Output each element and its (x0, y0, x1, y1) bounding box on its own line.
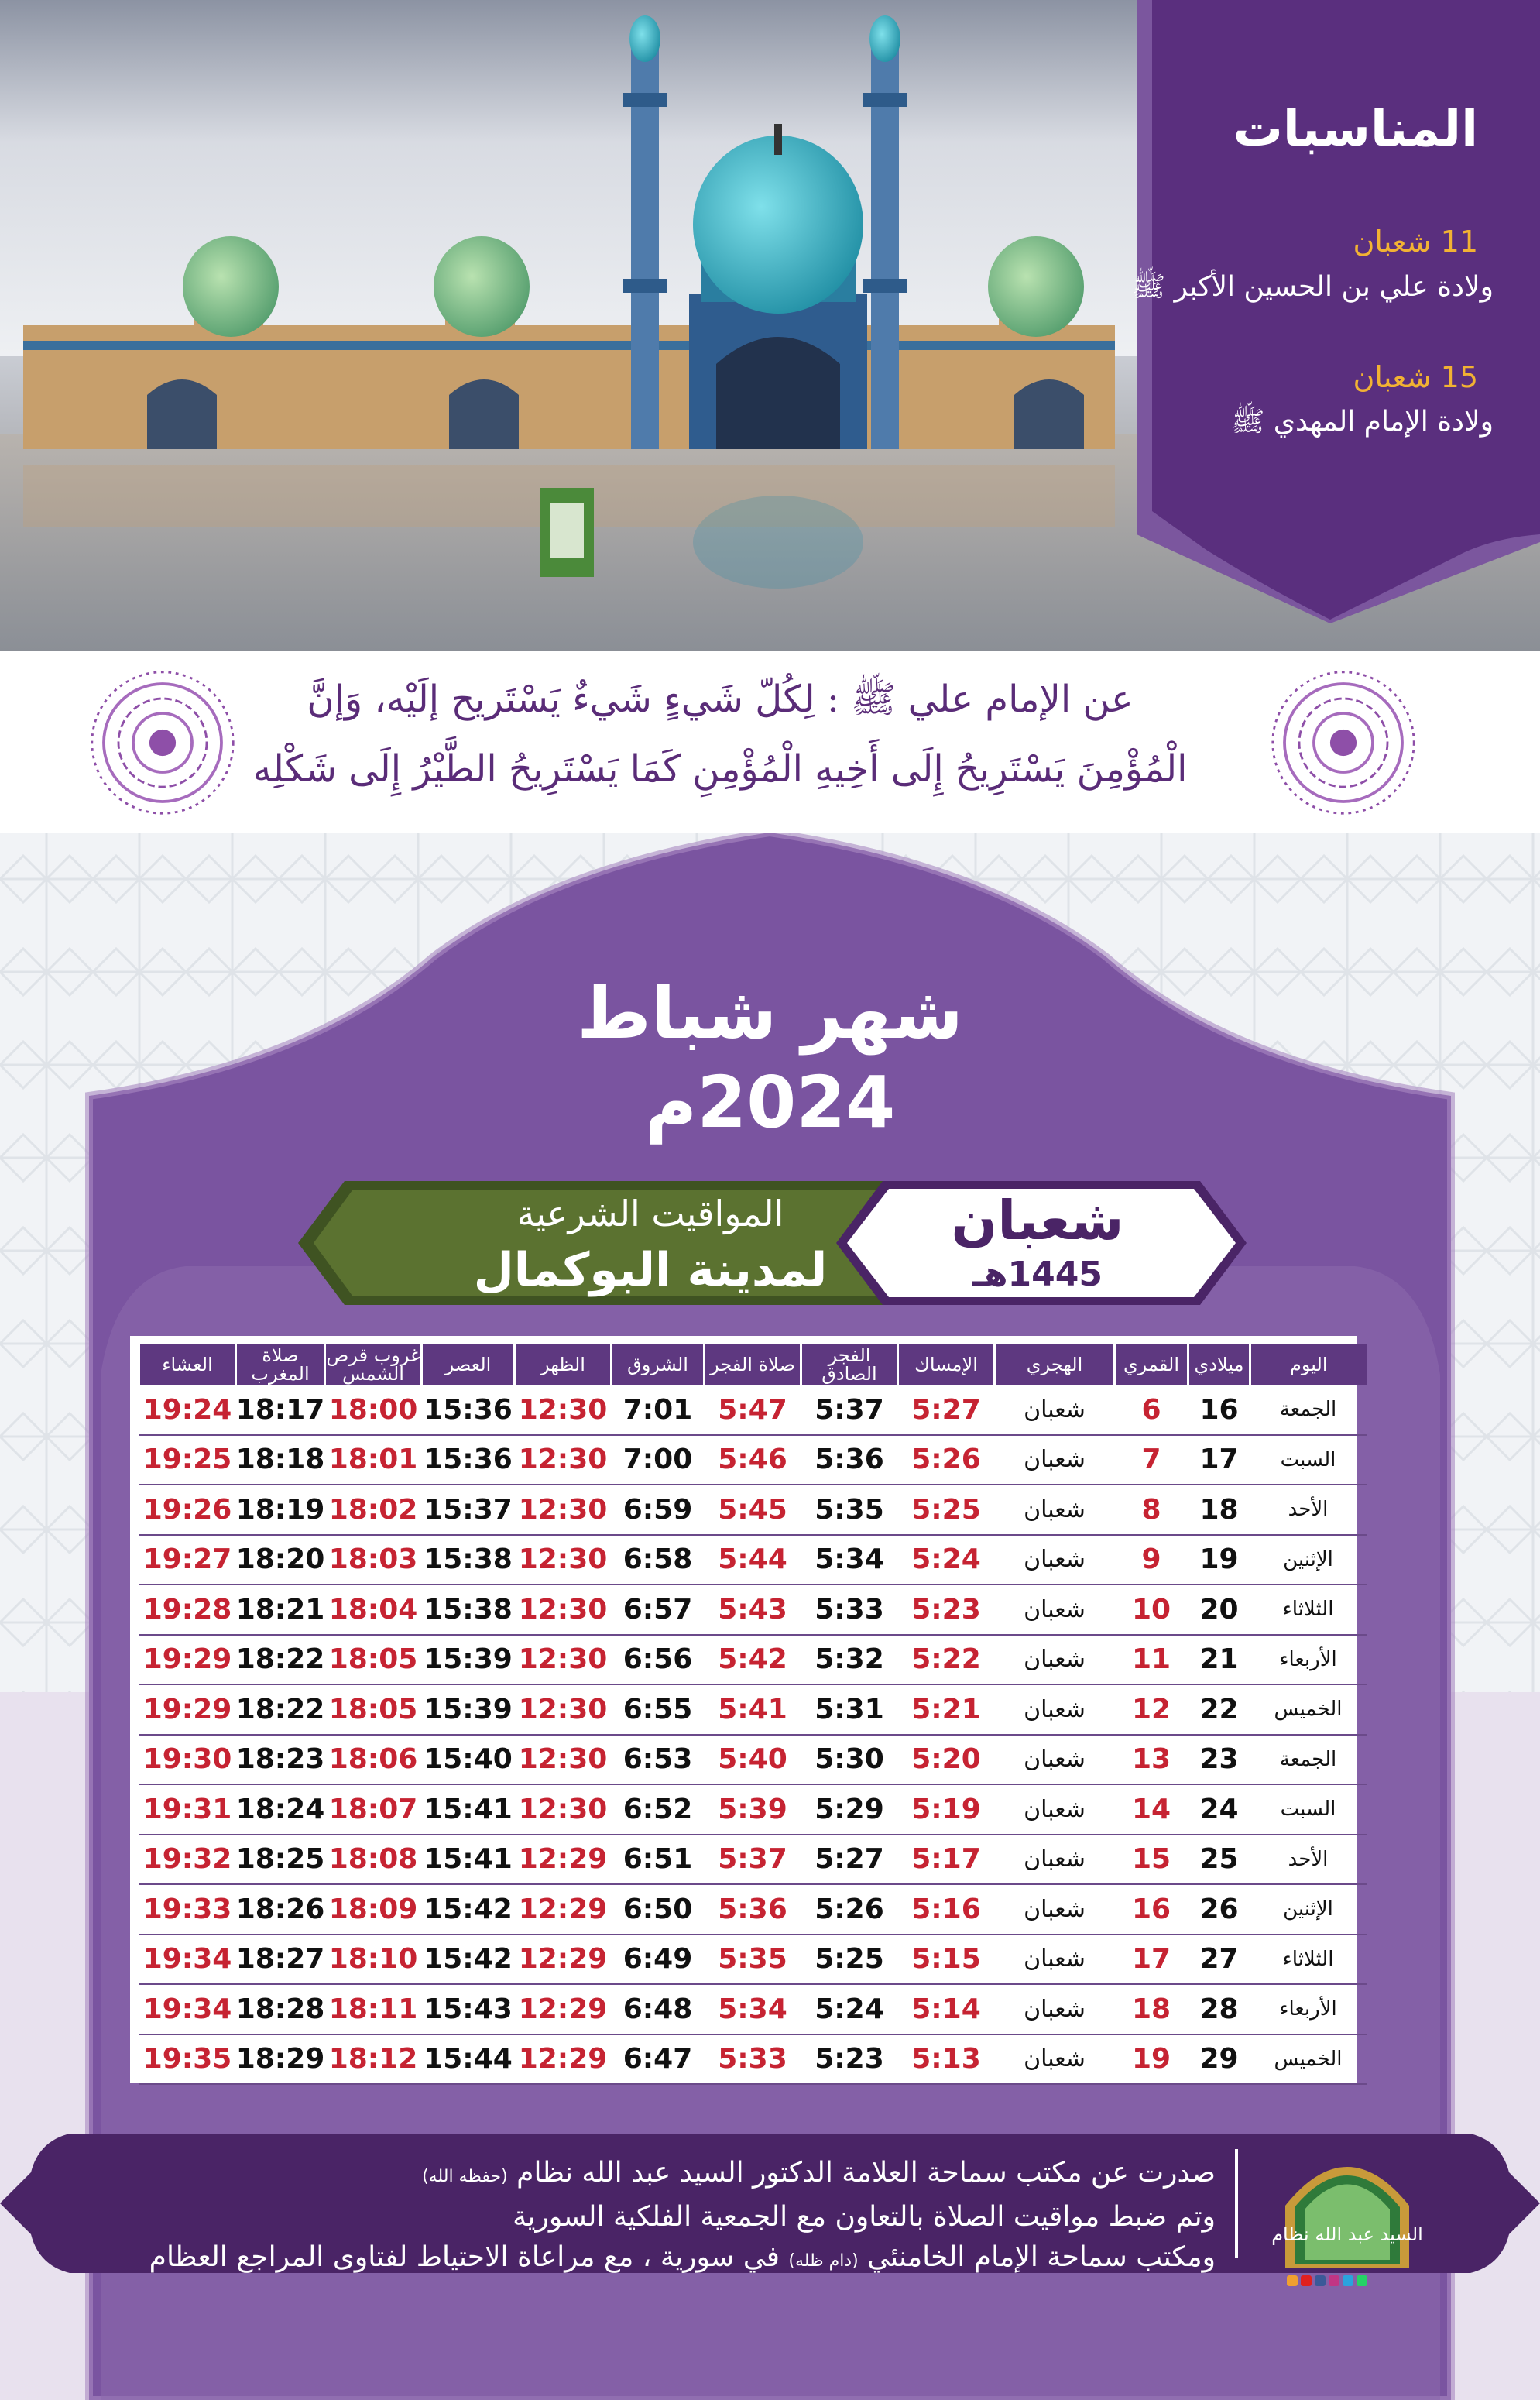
table-cell: 5:19 (898, 1784, 995, 1835)
column-header: القمري (1115, 1344, 1188, 1385)
table-cell: 5:36 (801, 1435, 898, 1485)
table-cell: 6:56 (612, 1635, 705, 1685)
table-cell: 5:13 (898, 2034, 995, 2085)
table-cell: 15:39 (422, 1684, 515, 1735)
social-icon[interactable] (1287, 2275, 1298, 2286)
table-cell: 13 (1115, 1735, 1188, 1785)
table-cell: الثلاثاء (1250, 1585, 1367, 1635)
table-cell: شعبان (995, 1435, 1115, 1485)
table-cell: 19:28 (139, 1585, 236, 1635)
table-cell: 12:29 (515, 1835, 612, 1885)
table-cell: 5:22 (898, 1635, 995, 1685)
table-cell: 18:08 (325, 1835, 422, 1885)
table-cell: 15:41 (422, 1835, 515, 1885)
logo-text: السيد عبد الله نظام (1271, 2223, 1423, 2245)
table-cell: 18:10 (325, 1935, 422, 1985)
table-cell: 18:25 (236, 1835, 325, 1885)
table-cell: شعبان (995, 1884, 1115, 1935)
table-cell: 18:28 (236, 1984, 325, 2034)
table-cell: 5:42 (705, 1635, 801, 1685)
table-cell: 15:42 (422, 1935, 515, 1985)
table-cell: 19:34 (139, 1984, 236, 2034)
table-cell: 19:30 (139, 1735, 236, 1785)
table-cell: 5:34 (705, 1984, 801, 2034)
column-header: الإمساك (898, 1344, 995, 1385)
table-cell: 18 (1188, 1485, 1250, 1535)
table-cell: 5:21 (898, 1684, 995, 1735)
table-cell: 19:35 (139, 2034, 236, 2085)
table-cell: شعبان (995, 1485, 1115, 1535)
table-cell: 5:34 (801, 1535, 898, 1585)
quote-line: عن الإمام علي ﷺ : لِكُلّ شَيءٍ شَيءٌ يَسْتَريح إلَيْه، وَإنَّ (307, 678, 1134, 721)
table-cell: 16 (1115, 1884, 1188, 1935)
column-header: الشروق (612, 1344, 705, 1385)
table-header (139, 1344, 1367, 1385)
table-cell: 6:48 (612, 1984, 705, 2034)
table-cell: 6:49 (612, 1935, 705, 1985)
hadith-quote (178, 664, 1262, 804)
whatsapp-icon[interactable] (1357, 2275, 1367, 2286)
column-header: الفجر الصادق (801, 1344, 898, 1385)
credit-line: صدرت عن مكتب سماحة العلامة الدكتور السيد عبد الله نظام (حفظه الله) (422, 2157, 1216, 2189)
table-cell: 5:31 (801, 1684, 898, 1735)
table-cell: 12:30 (515, 1385, 612, 1435)
table-cell: السبت (1250, 1435, 1367, 1485)
table-cell: 26 (1188, 1884, 1250, 1935)
table-cell: شعبان (995, 1935, 1115, 1985)
occasion-text: ولادة الإمام المهدي ﷺ (1230, 406, 1494, 438)
table-cell: 18:05 (325, 1635, 422, 1685)
table-row (139, 1435, 1367, 1485)
table-cell: 5:27 (801, 1835, 898, 1885)
table-cell: 12:29 (515, 1984, 612, 2034)
table-row (139, 1585, 1367, 1635)
column-header: صلاة الفجر (705, 1344, 801, 1385)
table-cell: 19 (1115, 2034, 1188, 2085)
table-cell: 19:32 (139, 1835, 236, 1885)
column-header: غروب قرص الشمس (326, 1344, 420, 1385)
table-cell: 22 (1188, 1684, 1250, 1735)
table-cell: 12:30 (515, 1684, 612, 1735)
table-cell: 12 (1115, 1684, 1188, 1735)
table-cell: 5:39 (705, 1784, 801, 1835)
occasion-date: 11 شعبان (1353, 225, 1478, 259)
table-cell: 18:12 (325, 2034, 422, 2085)
table-cell: 15:42 (422, 1884, 515, 1935)
table-cell: 28 (1188, 1984, 1250, 2034)
times-table (138, 1344, 1367, 2085)
table-cell: 5:46 (705, 1435, 801, 1485)
table-cell: 18:05 (325, 1684, 422, 1735)
table-cell: 5:44 (705, 1535, 801, 1585)
table-cell: 18:06 (325, 1735, 422, 1785)
table-cell: 11 (1115, 1635, 1188, 1685)
table-cell: 15:44 (422, 2034, 515, 2085)
month-year: 2024م (644, 1061, 896, 1144)
table-cell: شعبان (995, 1784, 1115, 1835)
instagram-icon[interactable] (1329, 2275, 1339, 2286)
table-row (139, 1784, 1367, 1835)
table-cell: 5:45 (705, 1485, 801, 1535)
occasion-text: ولادة علي بن الحسين الأكبر ﷺ (1131, 271, 1494, 303)
table-cell: 12:30 (515, 1585, 612, 1635)
table-cell: 15:37 (422, 1485, 515, 1535)
table-cell: 12:30 (515, 1535, 612, 1585)
table-cell: 18:26 (236, 1884, 325, 1935)
table-cell: 5:15 (898, 1935, 995, 1985)
table-cell: 15:40 (422, 1735, 515, 1785)
table-cell: 19:31 (139, 1784, 236, 1835)
table-cell: الإثنين (1250, 1884, 1367, 1935)
table-cell: 18:01 (325, 1435, 422, 1485)
table-cell: 5:29 (801, 1784, 898, 1835)
table-cell: 5:41 (705, 1684, 801, 1735)
table-cell: 6:50 (612, 1884, 705, 1935)
column-header: صلاة المغرب (236, 1344, 325, 1385)
table-cell: 5:14 (898, 1984, 995, 2034)
table-cell: 7:01 (612, 1385, 705, 1435)
table-cell: 29 (1188, 2034, 1250, 2085)
table-cell: 5:23 (801, 2034, 898, 2085)
table-cell: 5:35 (705, 1935, 801, 1985)
table-cell: 18:22 (236, 1684, 325, 1735)
month-title: شهر شباط (577, 972, 963, 1055)
hijri-month: شعبان (951, 1189, 1124, 1252)
table-cell: 17 (1115, 1935, 1188, 1985)
table-row (139, 1935, 1367, 1985)
table-cell: 6 (1115, 1385, 1188, 1435)
table-cell: 5:37 (801, 1385, 898, 1435)
table-cell: 5:32 (801, 1635, 898, 1685)
logo-dome-icon (1270, 2136, 1425, 2275)
table-cell: 19:33 (139, 1884, 236, 1935)
table-cell: 5:47 (705, 1385, 801, 1435)
table-cell: 19:29 (139, 1635, 236, 1685)
table-cell: 15:38 (422, 1585, 515, 1635)
quote-band (0, 651, 1540, 833)
table-cell: شعبان (995, 2034, 1115, 2085)
table-cell: 7:00 (612, 1435, 705, 1485)
banner-city: لمدينة البوكمال (473, 1243, 828, 1297)
table-cell: 17 (1188, 1435, 1250, 1485)
table-cell: 18:03 (325, 1535, 422, 1585)
table-cell: 5:25 (898, 1485, 995, 1535)
table-cell: 18:21 (236, 1585, 325, 1635)
table-cell: 19:25 (139, 1435, 236, 1485)
rosette-ornament-icon (1270, 669, 1417, 816)
table-cell: 18:04 (325, 1585, 422, 1635)
table-cell: 5:30 (801, 1735, 898, 1785)
column-header: ميلادي (1188, 1344, 1250, 1385)
table-row (139, 1385, 1367, 1435)
table-cell: الأربعاء (1250, 1635, 1367, 1685)
table-cell: 19:26 (139, 1485, 236, 1535)
table-cell: 5:33 (801, 1585, 898, 1635)
table-cell: 18:19 (236, 1485, 325, 1535)
table-cell: 12:30 (515, 1435, 612, 1485)
table-cell: الأحد (1250, 1485, 1367, 1535)
occasion-date: 15 شعبان (1353, 360, 1478, 394)
table-cell: 18:23 (236, 1735, 325, 1785)
table-cell: 5:40 (705, 1735, 801, 1785)
table-cell: 19:27 (139, 1535, 236, 1585)
table-cell: شعبان (995, 1735, 1115, 1785)
table-cell: شعبان (995, 1535, 1115, 1585)
table-cell: 18:24 (236, 1784, 325, 1835)
table-cell: 5:20 (898, 1735, 995, 1785)
table-cell: 18:27 (236, 1935, 325, 1985)
table-row (139, 1884, 1367, 1935)
table-cell: 5:26 (801, 1884, 898, 1935)
table-row (139, 1984, 1367, 2034)
table-cell: شعبان (995, 1835, 1115, 1885)
credit-line: وتم ضبط مواقيت الصلاة بالتعاون مع الجمعية الفلكية السورية (513, 2201, 1216, 2233)
table-cell: 15:41 (422, 1784, 515, 1835)
table-cell: 7 (1115, 1435, 1188, 1485)
occasions-title: المناسبات (1233, 101, 1478, 158)
table-row (139, 1485, 1367, 1535)
table-cell: شعبان (995, 1984, 1115, 2034)
table-cell: شعبان (995, 1385, 1115, 1435)
table-cell: 12:29 (515, 1935, 612, 1985)
table-cell: 12:30 (515, 1735, 612, 1785)
table-cell: السبت (1250, 1784, 1367, 1835)
table-row (139, 1635, 1367, 1685)
occasions-panel-shape (1137, 0, 1540, 623)
table-cell: 8 (1115, 1485, 1188, 1535)
table-cell: 19:34 (139, 1935, 236, 1985)
table-cell: 6:59 (612, 1485, 705, 1535)
table-cell: 21 (1188, 1635, 1250, 1685)
table-cell: 5:25 (801, 1935, 898, 1985)
table-cell: 18:22 (236, 1635, 325, 1685)
column-header: الهجري (995, 1344, 1115, 1385)
table-row (139, 1735, 1367, 1785)
table-cell: 5:35 (801, 1485, 898, 1535)
table-cell: 5:26 (898, 1435, 995, 1485)
table-cell: 14 (1115, 1784, 1188, 1835)
table-cell: 12:30 (515, 1635, 612, 1685)
table-cell: 15:36 (422, 1385, 515, 1435)
table-cell: 6:47 (612, 2034, 705, 2085)
table-cell: 6:52 (612, 1784, 705, 1835)
table-cell: 18:11 (325, 1984, 422, 2034)
table-cell: 5:27 (898, 1385, 995, 1435)
table-cell: 18:17 (236, 1385, 325, 1435)
table-cell: 15:39 (422, 1635, 515, 1685)
table-cell: 5:36 (705, 1884, 801, 1935)
table-cell: 18:07 (325, 1784, 422, 1835)
telegram-icon[interactable] (1343, 2275, 1353, 2286)
quote-line: الْمُؤْمِنَ يَسْتَرِيحُ إِلَى أَخِيهِ الْمُؤْمِنِ كَمَا يَسْتَرِيحُ الطَّيْرُ إِلَى شَكْلِه (252, 747, 1188, 791)
table-row (139, 2034, 1367, 2085)
table-cell: 15:43 (422, 1984, 515, 2034)
table-cell: 12:29 (515, 1884, 612, 1935)
table-cell: 15 (1115, 1835, 1188, 1885)
table-cell: الأحد (1250, 1835, 1367, 1885)
table-cell: 19 (1188, 1535, 1250, 1585)
table-cell: 19:24 (139, 1385, 236, 1435)
table-row (139, 1535, 1367, 1585)
table-cell: 18:29 (236, 2034, 325, 2085)
table-cell: شعبان (995, 1635, 1115, 1685)
table-cell: 6:51 (612, 1835, 705, 1885)
table-cell: 5:37 (705, 1835, 801, 1885)
table-cell: 6:58 (612, 1535, 705, 1585)
table-cell: 18:00 (325, 1385, 422, 1435)
table-cell: 18:09 (325, 1884, 422, 1935)
table-cell: الجمعة (1250, 1735, 1367, 1785)
table-cell: 15:36 (422, 1435, 515, 1485)
table-cell: 5:24 (898, 1535, 995, 1585)
table-row (139, 1835, 1367, 1885)
table-cell: 16 (1188, 1385, 1250, 1435)
table-cell: 6:55 (612, 1684, 705, 1735)
table-cell: 12:30 (515, 1485, 612, 1535)
table-cell: 5:17 (898, 1835, 995, 1885)
footer-credits (139, 2153, 1216, 2282)
table-cell: 6:53 (612, 1735, 705, 1785)
table-cell: شعبان (995, 1585, 1115, 1635)
table-cell: الإثنين (1250, 1535, 1367, 1585)
table-cell: الخميس (1250, 1684, 1367, 1735)
table-cell: 18 (1115, 1984, 1188, 2034)
table-cell: الجمعة (1250, 1385, 1367, 1435)
table-cell: 5:23 (898, 1585, 995, 1635)
credit-line: ومكتب سماحة الإمام الخامنئي (دام ظله) في سورية ، مع مراعاة الاحتياط لفتاوى المراجع العظام (149, 2241, 1216, 2273)
occasions-panel (1131, 0, 1540, 623)
table-cell: 10 (1115, 1585, 1188, 1635)
table-cell: 25 (1188, 1835, 1250, 1885)
table-cell: 9 (1115, 1535, 1188, 1585)
table-cell: الخميس (1250, 2034, 1367, 2085)
table-row (139, 1684, 1367, 1735)
table-cell: 18:18 (236, 1435, 325, 1485)
table-cell: 5:16 (898, 1884, 995, 1935)
table-cell: 15:38 (422, 1535, 515, 1585)
table-cell: 12:30 (515, 1784, 612, 1835)
table-cell: 27 (1188, 1935, 1250, 1985)
facebook-icon[interactable] (1315, 2275, 1326, 2286)
table-cell: 20 (1188, 1585, 1250, 1635)
table-body (139, 1385, 1367, 2084)
prayer-times-table (130, 1336, 1357, 2083)
table-cell: 5:33 (705, 2034, 801, 2085)
table-cell: 6:57 (612, 1585, 705, 1635)
table-cell: 19:29 (139, 1684, 236, 1735)
table-cell: الثلاثاء (1250, 1935, 1367, 1985)
table-cell: 18:20 (236, 1535, 325, 1585)
table-cell: شعبان (995, 1684, 1115, 1735)
table-cell: 24 (1188, 1784, 1250, 1835)
column-header: اليوم (1250, 1344, 1367, 1385)
youtube-icon[interactable] (1301, 2275, 1312, 2286)
column-header: العصر (422, 1344, 515, 1385)
column-header: الظهر (515, 1344, 612, 1385)
column-header: العشاء (139, 1344, 236, 1385)
table-cell: 23 (1188, 1735, 1250, 1785)
banner-subtitle: المواقيت الشرعية (516, 1193, 784, 1234)
table-cell: 5:43 (705, 1585, 801, 1635)
table-cell: 12:29 (515, 2034, 612, 2085)
table-cell: 5:24 (801, 1984, 898, 2034)
hijri-year: 1445هـ (972, 1255, 1103, 1294)
table-cell: الأربعاء (1250, 1984, 1367, 2034)
table-cell: 18:02 (325, 1485, 422, 1535)
